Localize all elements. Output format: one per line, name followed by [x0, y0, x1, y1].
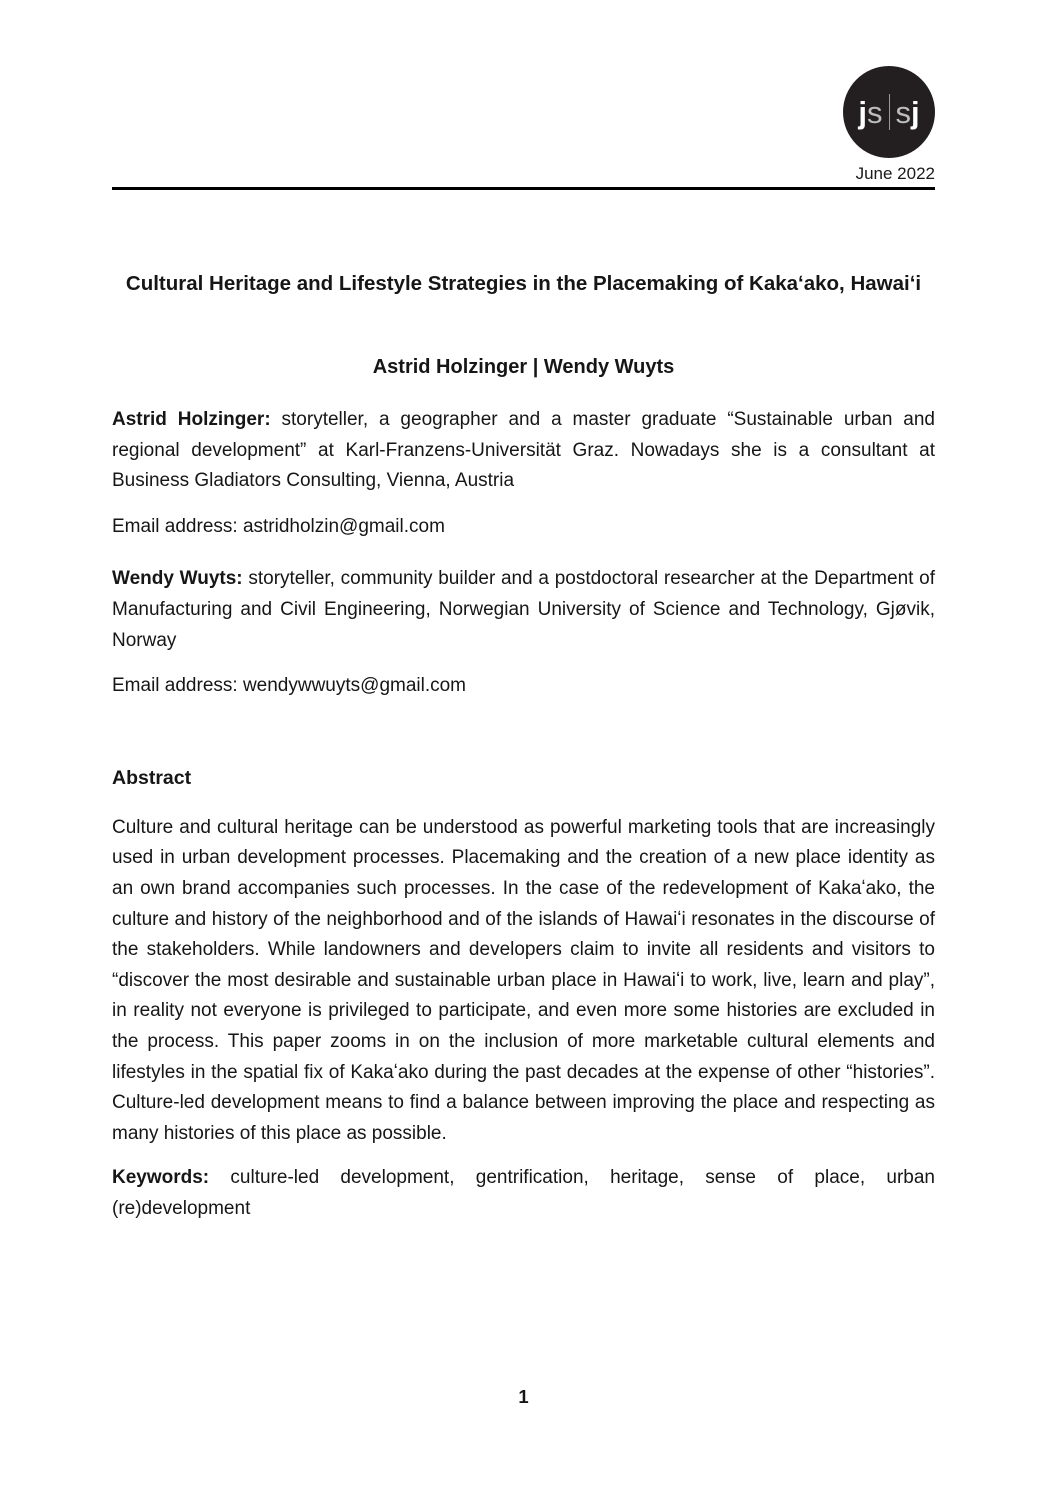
authors-line: Astrid Holzinger | Wendy Wuyts [372, 356, 675, 378]
keywords-line [112, 1163, 935, 1224]
email-line-wendy: Email address: wendywwuyts@gmail.com [112, 675, 467, 697]
header-rule [112, 187, 935, 190]
logo-divider [889, 94, 890, 130]
abstract-heading: Abstract [112, 766, 192, 789]
author-bio-wendy [112, 564, 935, 656]
keywords-lead: Keywords: [112, 1167, 210, 1189]
abstract-text: Culture and cultural heritage can be understood as powerful marketing tools that are increasingly used in urban development processes. Placemaking and the creation of a new place identity as an own brand accompanies such processes. In the case of the redevelopment of Kakaʻako, the culture and history of the neighborhood and of the islands of Hawaiʻi resonates in the discourse of the stakeholders. While landowners and developers claim to invite all residents and visitors to “discover the most desirable and sustainable urban place in Hawaiʻi to work, live, learn and play”, in reality not everyone is privileged to participate, and even more some histories are excluded in the process. This paper zooms in on the inclusion of more marketable cultural elements and lifestyles in the spatial fix of Kakaʻako during the past decades at the expense of other “histories”. Culture-led development means to find a balance between improving the place and respecting as many histories of this place as possible. [112, 816, 935, 1144]
logo-letter-s-right: s [895, 94, 911, 130]
logo-letter-j-right: j [911, 94, 920, 130]
page-number: 1 [518, 1386, 529, 1407]
issue-date: June 2022 [855, 164, 935, 183]
author-bio-lead-wendy: Wendy Wuyts: [112, 568, 243, 590]
logo-letter-s-left: s [867, 94, 883, 130]
author-bio-lead-astrid: Astrid Holzinger: [112, 409, 271, 430]
email-line-astrid: Email address: astridholzin@gmail.com [112, 515, 445, 537]
author-bio-text-wendy: storyteller, community builder and a postdoctoral researcher at the Department of Manufacturing and Civil Engineering, Norwegian University of Science and Technology, Gjøvik, Norway [112, 568, 935, 651]
keywords-text: culture-led development, gentrification, heritage, sense of place, urban (re)development [112, 1167, 935, 1219]
page-content [112, 0, 935, 1224]
author-bio-text-astrid: storyteller, a geographer and a master graduate “Sustainable urban and regional development” at Karl-Franzens-Universität Graz. Nowadays she is a consultant at Business Gladiators Consulting, Vienna, Austria [112, 409, 935, 492]
article-title: Cultural Heritage and Lifestyle Strategies in the Placemaking of Kakaʻako, Hawaiʻi [125, 272, 922, 295]
author-bio-astrid [112, 405, 935, 497]
journal-logo [843, 66, 935, 158]
logo-letter-j-left: j [858, 94, 867, 130]
